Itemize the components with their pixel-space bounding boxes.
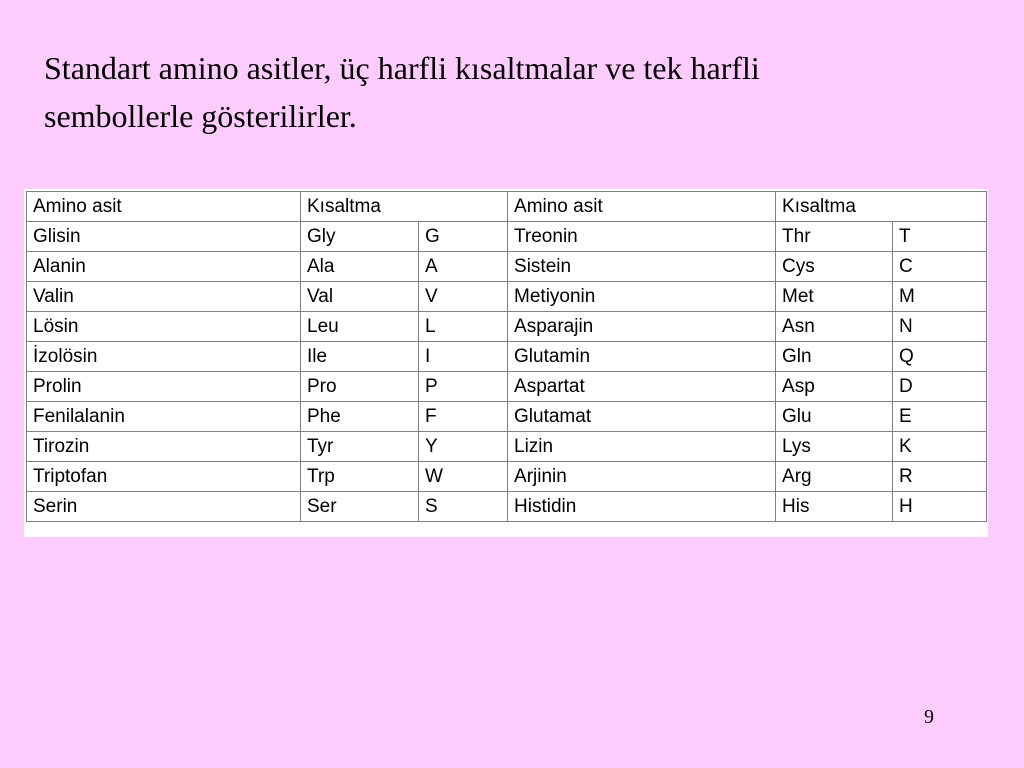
amino-acid-name: Prolin — [27, 372, 301, 402]
table-row — [27, 432, 987, 462]
one-letter-code: H — [893, 492, 987, 522]
one-letter-code: R — [893, 462, 987, 492]
table-row — [27, 252, 987, 282]
amino-acid-name: Serin — [27, 492, 301, 522]
amino-acid-name: Valin — [27, 282, 301, 312]
one-letter-code: Y — [419, 432, 508, 462]
three-letter-code: Gln — [776, 342, 893, 372]
amino-acid-name: Arjinin — [508, 462, 776, 492]
header-kisaltma-1: Kısaltma — [301, 192, 508, 222]
amino-acid-name: Alanin — [27, 252, 301, 282]
amino-acid-name: Triptofan — [27, 462, 301, 492]
one-letter-code: W — [419, 462, 508, 492]
table-row — [27, 462, 987, 492]
table-row — [27, 372, 987, 402]
three-letter-code: Cys — [776, 252, 893, 282]
one-letter-code: T — [893, 222, 987, 252]
table-row — [27, 222, 987, 252]
amino-acid-name: Sistein — [508, 252, 776, 282]
one-letter-code: I — [419, 342, 508, 372]
three-letter-code: Asp — [776, 372, 893, 402]
three-letter-code: Glu — [776, 402, 893, 432]
amino-acid-table — [26, 191, 987, 522]
three-letter-code: Gly — [301, 222, 419, 252]
amino-acid-name: Glisin — [27, 222, 301, 252]
page-number: 9 — [924, 706, 934, 728]
header-amino-asit-2: Amino asit — [508, 192, 776, 222]
one-letter-code: E — [893, 402, 987, 432]
slide-text-line-2: sembollerle gösterilirler. — [44, 98, 357, 134]
one-letter-code: P — [419, 372, 508, 402]
amino-acid-name: Lösin — [27, 312, 301, 342]
table-row — [27, 492, 987, 522]
three-letter-code: Ser — [301, 492, 419, 522]
three-letter-code: Phe — [301, 402, 419, 432]
amino-acid-name: Lizin — [508, 432, 776, 462]
one-letter-code: C — [893, 252, 987, 282]
header-amino-asit-1: Amino asit — [27, 192, 301, 222]
one-letter-code: Q — [893, 342, 987, 372]
amino-acid-name: Glutamat — [508, 402, 776, 432]
three-letter-code: Val — [301, 282, 419, 312]
three-letter-code: His — [776, 492, 893, 522]
one-letter-code: G — [419, 222, 508, 252]
slide-text-line-1: Standart amino asitler, üç harfli kısaltmalar ve tek harfli — [44, 50, 760, 86]
one-letter-code: M — [893, 282, 987, 312]
amino-acid-name: Fenilalanin — [27, 402, 301, 432]
one-letter-code: A — [419, 252, 508, 282]
table-row — [27, 282, 987, 312]
three-letter-code: Asn — [776, 312, 893, 342]
one-letter-code: F — [419, 402, 508, 432]
one-letter-code: V — [419, 282, 508, 312]
slide-text — [44, 44, 984, 140]
three-letter-code: Leu — [301, 312, 419, 342]
amino-acid-name: Asparajin — [508, 312, 776, 342]
amino-acid-name: Aspartat — [508, 372, 776, 402]
amino-acid-name: Metiyonin — [508, 282, 776, 312]
three-letter-code: Thr — [776, 222, 893, 252]
three-letter-code: Pro — [301, 372, 419, 402]
three-letter-code: Met — [776, 282, 893, 312]
table-row — [27, 342, 987, 372]
table-header-row — [27, 192, 987, 222]
one-letter-code: K — [893, 432, 987, 462]
amino-acid-name: Histidin — [508, 492, 776, 522]
header-kisaltma-2: Kısaltma — [776, 192, 987, 222]
amino-acid-name: Tirozin — [27, 432, 301, 462]
three-letter-code: Arg — [776, 462, 893, 492]
three-letter-code: Lys — [776, 432, 893, 462]
three-letter-code: Trp — [301, 462, 419, 492]
table-row — [27, 402, 987, 432]
one-letter-code: S — [419, 492, 508, 522]
amino-acid-name: Glutamin — [508, 342, 776, 372]
three-letter-code: Ala — [301, 252, 419, 282]
three-letter-code: Tyr — [301, 432, 419, 462]
one-letter-code: L — [419, 312, 508, 342]
three-letter-code: Ile — [301, 342, 419, 372]
table-row — [27, 312, 987, 342]
amino-acid-name: Treonin — [508, 222, 776, 252]
amino-acid-name: İzolösin — [27, 342, 301, 372]
one-letter-code: D — [893, 372, 987, 402]
amino-acid-table-container — [24, 189, 988, 537]
one-letter-code: N — [893, 312, 987, 342]
